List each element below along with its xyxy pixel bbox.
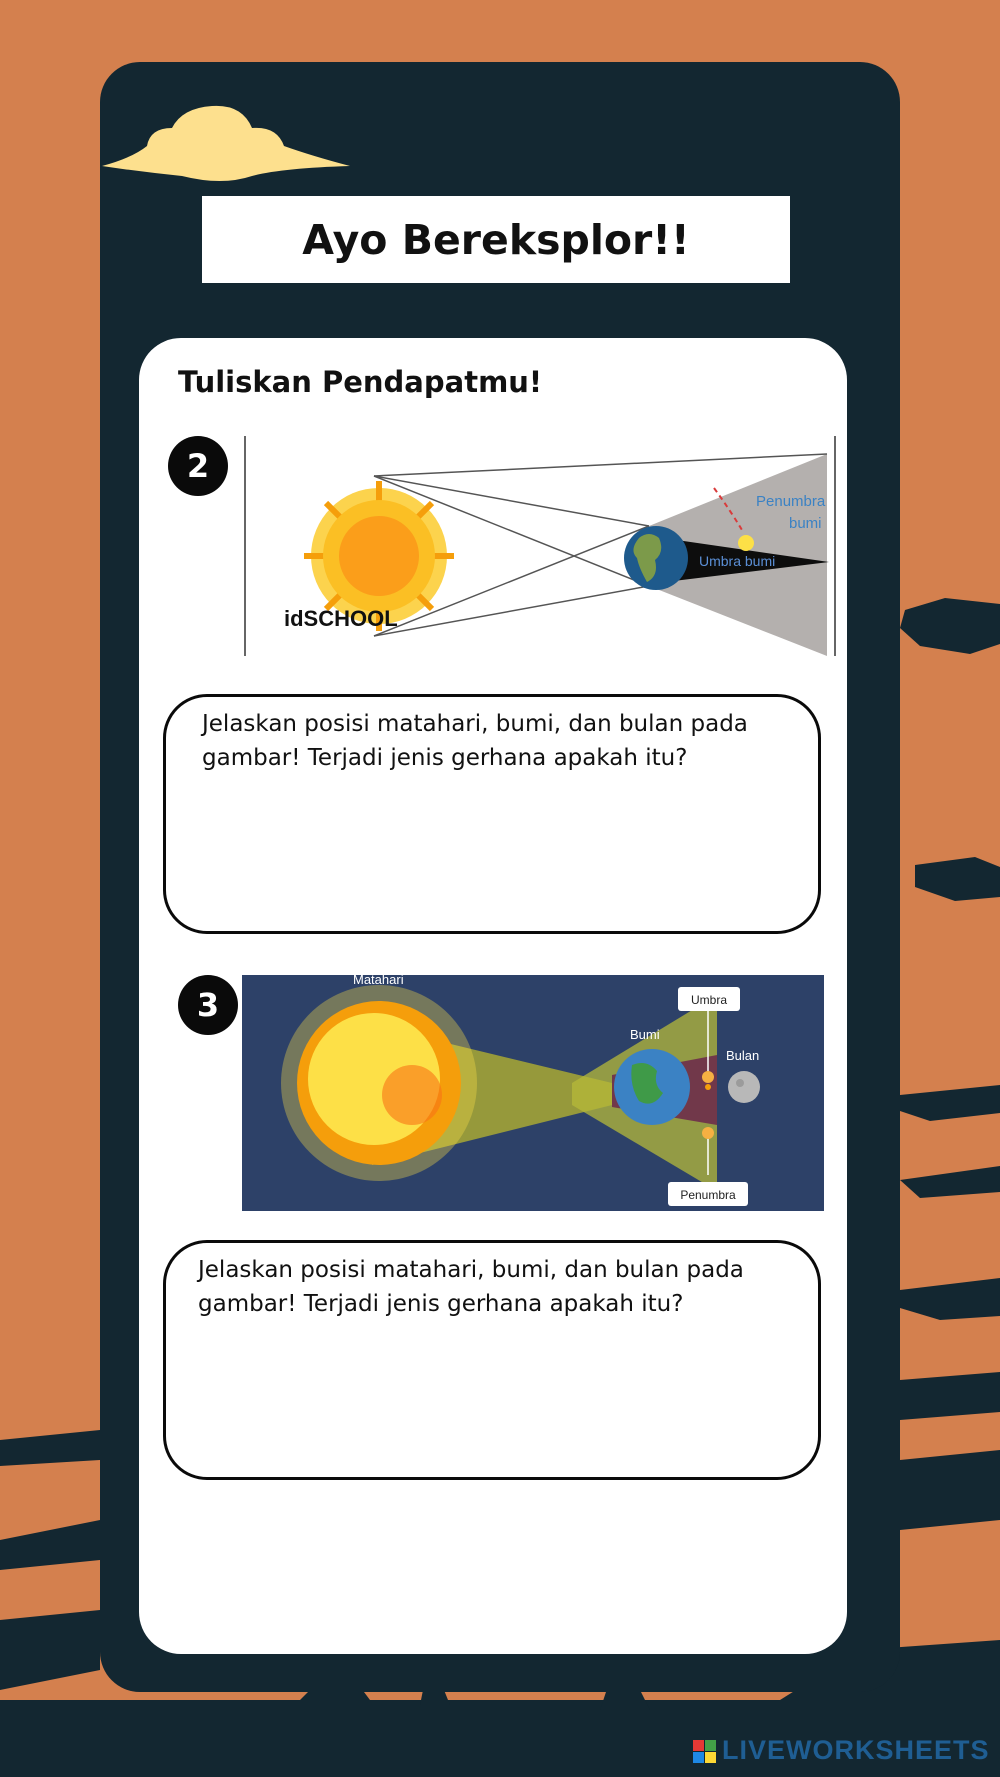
earth-icon — [614, 1049, 690, 1125]
umbra-label: Umbra bumi — [699, 553, 776, 569]
bulan-label: Bulan — [726, 1048, 760, 1063]
liveworksheets-logo-icon — [693, 1740, 717, 1764]
earth-icon — [624, 526, 688, 590]
prompt-line: gambar! Terjadi jenis gerhana apakah itu? — [198, 1291, 684, 1317]
liveworksheets-brand: LIVEWORKSHEETS — [722, 1735, 990, 1765]
penumbra-label-bumi: bumi — [789, 515, 822, 532]
answer-box-3[interactable] — [163, 1240, 821, 1480]
bumi-label: Bumi — [630, 1027, 660, 1042]
prompt-2 — [202, 707, 802, 775]
idschool-logo: idSCHOOL — [284, 606, 398, 631]
sun-icon — [281, 985, 477, 1181]
penumbra-tag: Penumbra — [680, 1188, 736, 1202]
question-number-badge: 2 — [168, 436, 228, 496]
matahari-label: Matahari — [353, 975, 404, 987]
section-subtitle: Tuliskan Pendapatmu! — [178, 365, 543, 399]
penumbra-label: Penumbra — [756, 493, 826, 510]
cloud-icon — [102, 98, 352, 188]
prompt-3 — [198, 1253, 798, 1321]
question-number-badge: 3 — [178, 975, 238, 1035]
prompt-line: Jelaskan posisi matahari, bumi, dan bulan pada — [202, 711, 748, 737]
answer-box-2[interactable] — [163, 694, 821, 934]
page-title: Ayo Bereksplor!! — [302, 215, 690, 264]
lunar-eclipse-diagram-3 — [242, 975, 824, 1211]
prompt-line: gambar! Terjadi jenis gerhana apakah itu? — [202, 745, 688, 771]
prompt-line: Jelaskan posisi matahari, bumi, dan bulan pada — [198, 1257, 744, 1283]
umbra-tag: Umbra — [690, 993, 728, 1007]
solar-eclipse-diagram-2 — [244, 436, 836, 656]
moon-icon — [728, 1071, 760, 1103]
title-banner — [202, 196, 790, 283]
